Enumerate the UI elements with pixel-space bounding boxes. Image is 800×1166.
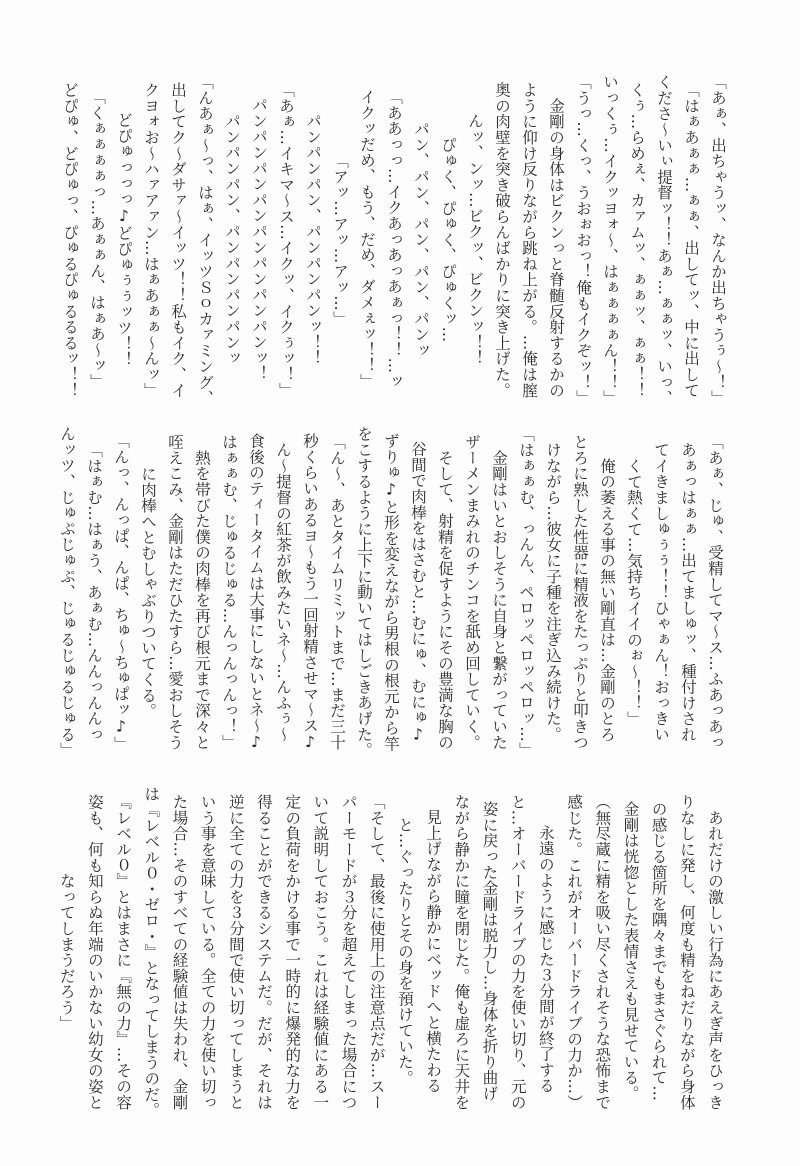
text-column <box>525 784 553 1119</box>
text-column <box>371 432 398 752</box>
text-column <box>74 784 102 1119</box>
text-line: 「アッ…アッ…アッ…」 <box>331 152 349 327</box>
text-line: ずりゅ♪と形を変えながら男根の根元から竿 <box>382 432 400 752</box>
text-line: 咥えこみ、金剛はただひたすら…愛おしそう <box>166 434 184 750</box>
text-line: とろに熟した性器に精液をたっぷりと叩きつ <box>571 434 589 750</box>
text-column <box>644 72 671 407</box>
text-line: 奥の肉壁を突き破らんばかりに突き上げた。 <box>493 81 511 398</box>
text-line: 「んあぁ～っ、はぁ、イッツＳｏカァミング、 <box>196 73 214 406</box>
text-column <box>50 72 77 407</box>
text-column <box>374 72 401 407</box>
text-column <box>243 784 271 1119</box>
text-column <box>290 432 317 752</box>
text-column <box>46 784 74 1119</box>
text-column <box>668 432 695 752</box>
text-column <box>401 72 428 407</box>
text-line: ザーメンまみれのチンコを舐め回していく。 <box>463 434 481 750</box>
text-line: けながら…彼女に子種を注ぎ込み続けた。 <box>544 441 562 743</box>
text-column <box>671 72 698 407</box>
text-line: と…オーバードライブの力を使い切り、元の <box>508 793 527 1110</box>
text-column <box>347 72 374 407</box>
text-column <box>694 784 722 1119</box>
text-column <box>182 432 209 752</box>
text-column <box>239 72 266 407</box>
text-line: 逆に全ての力を３分間で使い切ってしまうと <box>226 793 245 1110</box>
text-column <box>497 784 525 1119</box>
text-column <box>158 784 189 1119</box>
text-column <box>412 784 443 1119</box>
text-line: 感じた。これがオーバードライブの力か…） <box>565 793 584 1110</box>
text-line: ぴゅく、ぴゅく、ぴゅくッ… <box>439 136 457 343</box>
text-column <box>695 432 722 752</box>
text-line: 「ああっっ…イクあっあっあぁっ！！…ッ <box>385 89 403 390</box>
text-block-middle <box>47 426 724 758</box>
text-line: くださ～いぃ提督ッ！！あぁ…ぁぁッ、いっ、 <box>655 73 673 406</box>
text-column <box>320 72 347 407</box>
text-column <box>344 426 373 758</box>
text-column <box>455 72 482 407</box>
text-column <box>509 72 536 407</box>
text-block-bottom <box>46 784 723 1119</box>
text-column <box>186 784 217 1119</box>
text-line: 「あぁ、出ちゃうッ、なんか出ちゃうぅ～！」 <box>709 73 727 406</box>
text-line: 金剛はいとおしそうに自身と繋がっていた <box>490 434 508 750</box>
text-line: 金剛の身体はビクンっと脊髄反射するかの <box>547 81 565 398</box>
text-line: （無尽蔵に精を吸い尽くされそうな恐怖まで <box>593 793 612 1110</box>
text-line: 「くぁぁぁぁっ…あぁぁん、はぁあ～ッ」 <box>88 89 106 390</box>
text-line: 金剛は恍惚とした表情さえも見せている。 <box>621 801 640 1102</box>
text-line: 「はぁあぁぁ…ぁぁ、出してッ、中に出して <box>682 81 700 398</box>
text-line: の感じる箇所を隅々までもまさぐられて… <box>649 801 668 1102</box>
text-column <box>482 72 509 407</box>
text-line: ように仰け反りながら跳ね上がる。…俺は膣 <box>520 81 538 398</box>
text-column <box>506 426 535 758</box>
text-column <box>553 784 584 1119</box>
text-line: なってしまうだろう」 <box>57 872 76 1031</box>
text-column <box>666 784 694 1119</box>
text-line: パンパンパンパンパンパンパンパンッ！ <box>250 97 268 382</box>
text-line: 『レベル０』とはまさに『無の力』…その容 <box>114 793 133 1110</box>
text-column <box>587 432 614 752</box>
text-line: イクッだめ、もう、だめ、ダメぇッ！！」 <box>358 89 376 390</box>
text-column <box>215 784 243 1119</box>
text-line: 谷間で肉棒をはさむと…むにゅ、むにゅ♪ <box>409 440 427 744</box>
text-line: どぴゅっっっ♪どぴゅぅぅッツ！！ <box>115 111 133 368</box>
text-column <box>384 784 412 1119</box>
text-column <box>698 72 725 407</box>
text-column <box>104 72 131 407</box>
text-line: 俺の萎える事の無い剛直は…金剛のとろ <box>598 441 616 743</box>
text-column <box>293 72 320 407</box>
text-column <box>440 784 471 1119</box>
text-column <box>128 432 155 752</box>
text-line: そして、射精を促すようにその豊満な胸の <box>436 434 454 750</box>
text-line: くて熱くて…気持ちイイのぉ～！！」 <box>625 457 643 727</box>
text-column <box>479 432 506 752</box>
text-column <box>536 72 563 407</box>
text-block-top <box>50 72 725 407</box>
text-column <box>327 784 358 1119</box>
text-line: 「あぁ…イキマ～ス…イクッ、イクぅッ！」 <box>277 81 295 398</box>
text-line: どぴゅ、どぴゅっ、ぴゅるぴゅるるるッ！！ <box>61 81 79 398</box>
text-line: をこするように上下に動いてはしごきあげた。 <box>355 426 373 758</box>
text-column <box>209 432 236 752</box>
text-column <box>130 784 161 1119</box>
text-column <box>131 72 158 407</box>
text-line: 定の負荷をかける事で一時的に爆発的な力を <box>283 793 302 1110</box>
text-line: 「うっ…くっ、うおぉおっ！俺もイクぞッ！」 <box>574 73 592 406</box>
text-column <box>236 432 263 752</box>
text-line: あれだけの激しい行為にあえぎ声をひっき <box>706 793 724 1110</box>
text-column <box>398 432 425 752</box>
text-line: 「ん～、あとタイムリミットまで…まだ三十 <box>328 434 346 750</box>
text-column <box>560 432 587 752</box>
text-column <box>266 72 293 407</box>
text-line: んッ、ンッ…ビクッ、ビクンッ！！ <box>466 113 484 366</box>
text-column <box>185 72 212 407</box>
text-column <box>468 784 499 1119</box>
text-line: 得ることができるシステムだ。だが、それは <box>255 793 273 1110</box>
text-column <box>609 784 640 1119</box>
text-column <box>74 432 101 752</box>
text-line: 「んっ、んっぱ、んぱ、ちゅ～ちゅぱッ♪」 <box>112 432 130 752</box>
text-column <box>641 432 668 752</box>
text-line: はぁぁむ、じゅるじゅる…んっんっんっ！」 <box>220 434 238 750</box>
text-column <box>102 784 133 1119</box>
text-column <box>581 784 612 1119</box>
text-line: 見上げながら静かにベッドへと横たわる <box>424 809 443 1094</box>
text-column <box>637 784 668 1119</box>
text-line: いて説明しておこう。これは経験値にある一 <box>311 793 330 1110</box>
text-line: あぁっはぁぁ…出てましゅッ、種付けされ <box>679 441 697 743</box>
text-line: パンパンパン、パンパンパンッ！！ <box>304 113 322 366</box>
text-line: いう事を意味している。全ての力を使い切っ <box>198 793 217 1110</box>
text-line: 秒くらいあるヨ～もう一回射精させマ～ス♪ <box>301 432 319 752</box>
text-column <box>563 72 590 407</box>
text-column <box>428 72 455 407</box>
text-line: は『レベル０・ゼロ・』となってしまうのだ。 <box>142 785 161 1118</box>
text-line: 「あぁ、じゅ、受精してマ～ス…ふあっあっ <box>706 434 724 750</box>
text-line: てイきましゅぅぅ！！ひゃぁん！おっきい <box>652 441 670 743</box>
text-column <box>271 784 302 1119</box>
text-line: 永遠のように感じた３分間が終了する <box>536 809 555 1094</box>
text-line: んッツ、じゅぷじゅぷ、じゅるじゅるじゅる」 <box>58 426 76 758</box>
text-line: クヨォお～ハァアァン…はぁあぁぁ～んッ」 <box>142 81 160 398</box>
text-line: 熱を帯びた僕の肉棒を再び根元まで深々と <box>193 434 211 750</box>
text-line: パン、パン、パン、パン、パンッ <box>412 121 430 358</box>
text-column <box>155 432 182 752</box>
text-column <box>590 72 617 407</box>
text-line: 「はぁぁむ、っんん、ペロッペロッペロッ…」 <box>517 426 535 758</box>
text-line: 食後のティータイムは大事にしないとネ～♪ <box>247 432 265 752</box>
text-line: りなしに発し、何度も精をねだりながら身体 <box>677 793 696 1110</box>
text-column <box>452 432 479 752</box>
text-line: に肉棒へとむしゃぶりついてくる。 <box>139 465 157 719</box>
text-column <box>212 72 239 407</box>
text-column <box>425 432 452 752</box>
text-line: くぅ…らめぇ、カァムッ、ぁぁッ、ぁぁ！！ <box>628 81 646 398</box>
text-column <box>158 72 185 407</box>
text-line: ん～提督の紅茶が飲みたいネ～…んふぅ～ <box>274 441 292 743</box>
text-line: 「はぁむ…はぁう、あぁむ…んんっんんっ <box>85 441 103 743</box>
text-line: いっくぅ…イクッヨォ～、はぁぁぁぁん！！」 <box>601 73 619 406</box>
text-column <box>101 432 128 752</box>
text-column <box>617 72 644 407</box>
text-column <box>533 432 560 752</box>
text-line: 姿も、何も知らぬ年端のいかない幼女の姿と <box>85 793 104 1110</box>
text-line: ながら静かに瞳を閉じた。俺も虚ろに天井を <box>452 793 471 1110</box>
text-column <box>47 426 76 758</box>
text-line: と…ぐったりとその身を預けていた。 <box>395 817 414 1086</box>
text-column <box>317 432 344 752</box>
text-line: 姿に戻った金剛は脱力し…身体を折り曲げ <box>480 801 499 1102</box>
text-line: 出してク～ダサァ～イッツ！！私もイク、イ <box>169 81 187 398</box>
text-column <box>299 784 330 1119</box>
text-line: パンパンパン、パンパンパンパンッ <box>223 113 241 366</box>
text-column <box>356 784 384 1119</box>
text-column <box>263 432 290 752</box>
text-line: パーモードが３分を超えてしまった場合につ <box>339 793 358 1110</box>
text-column <box>77 72 104 407</box>
text-column <box>614 432 641 752</box>
text-line: 「そして、最後に使用上の注意点だが…スー <box>367 793 386 1110</box>
text-line: た場合…そのすべての経験値は失われ、金剛 <box>170 793 189 1110</box>
